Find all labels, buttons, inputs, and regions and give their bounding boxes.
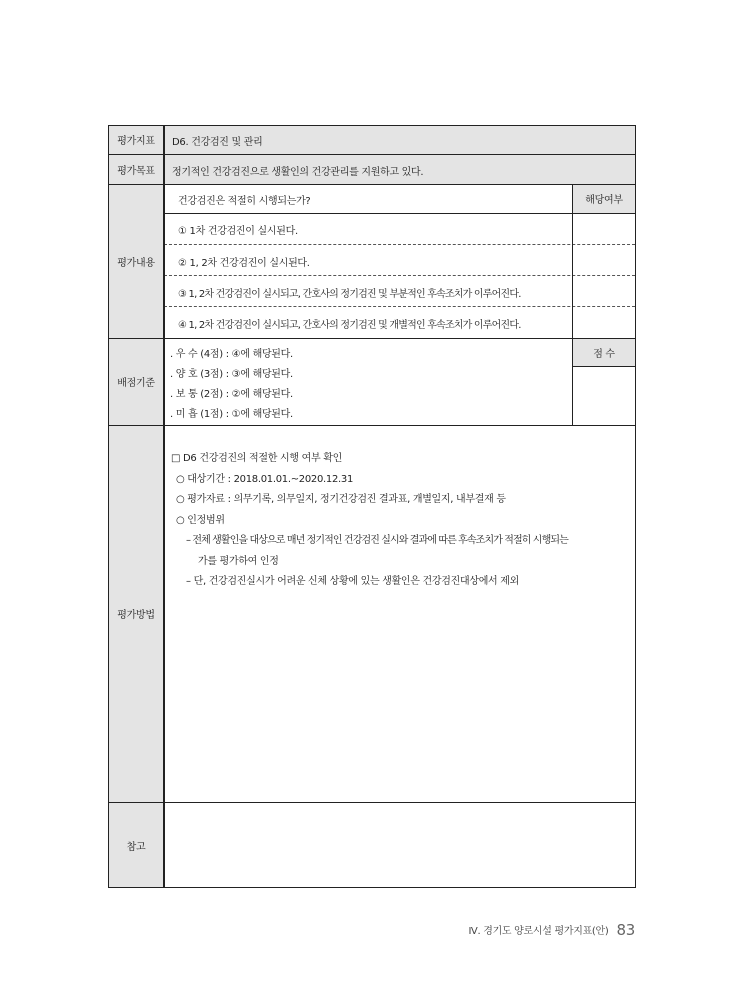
reference-label: 참고 — [126, 841, 146, 853]
item-divider — [164, 275, 635, 276]
method-heading: □ D6 건강검진의 적절한 시행 여부 확인 — [171, 453, 342, 464]
evaluation-item: ③ 1, 2차 건강검진이 실시되고, 간호사의 정기검진 및 부분적인 후속조치가 이루어진다. — [178, 289, 521, 300]
item-divider — [164, 244, 635, 245]
row-divider — [108, 425, 635, 426]
scoring-label: 배점기준 — [117, 378, 155, 389]
indicator-label: 평가지표 — [117, 136, 155, 147]
table-top-border — [108, 125, 635, 126]
applicability-header: 해당여부 — [585, 195, 623, 206]
score-criterion: . 보 통 (2점) : ②에 해당된다. — [170, 389, 293, 400]
method-materials: ○ 평가자료 : 의무기록, 의무일지, 정기건강검진 결과표, 개별일지, 내부결재 등 — [176, 494, 506, 505]
score-criterion: . 우 수 (4점) : ④에 해당된다. — [170, 349, 293, 360]
method-period: ○ 대상기간 : 2018.01.01.~2020.12.31 — [176, 474, 354, 485]
row-divider — [108, 338, 635, 339]
row-divider — [573, 366, 635, 367]
evaluation-question: 건강검진은 적절히 시행되는가? — [178, 196, 311, 207]
page-footer — [469, 921, 635, 939]
score-header: 점 수 — [593, 349, 615, 360]
row-divider — [108, 184, 635, 185]
item-divider — [164, 306, 635, 307]
method-scope: ○ 인정범위 — [176, 515, 225, 526]
row-divider — [108, 154, 635, 155]
indicator-value: D6. 건강검진 및 관리 — [172, 137, 263, 148]
goal-label: 평가목표 — [117, 165, 155, 177]
score-criterion: . 미 흡 (1점) : ①에 해당된다. — [170, 409, 293, 420]
method-label: 평가방법 — [117, 610, 155, 621]
score-criterion: . 양 호 (3점) : ③에 해당된다. — [170, 369, 293, 380]
row-divider — [108, 802, 635, 803]
evaluation-item: ④ 1, 2차 건강검진이 실시되고, 간호사의 정기검진 및 개별적인 후속조치가 이루어진다. — [178, 320, 521, 331]
method-bullet: – 단, 건강검진실시가 어려운 신체 상황에 있는 생활인은 건강검진대상에서 제외 — [186, 576, 520, 587]
footer-title: Ⅳ. 경기도 양로시설 평가지표(안) — [468, 926, 609, 937]
goal-value: 정기적인 건강검진으로 생활인의 건강관리를 지원하고 있다. — [172, 167, 424, 178]
table-bottom-border — [108, 887, 635, 888]
table-right-border — [635, 125, 636, 888]
evaluation-item: ① 1차 건강검진이 실시된다. — [178, 226, 298, 237]
content-label: 평가내용 — [117, 257, 155, 269]
method-bullet: – 전체 생활인을 대상으로 매년 정기적인 건강검진 실시와 결과에 따른 후속조치가 적절히 시행되는 — [186, 535, 568, 546]
method-bullet-continued: 가를 평가하여 인정 — [198, 556, 279, 567]
page-number: 83 — [616, 921, 635, 939]
evaluation-item: ② 1, 2차 건강검진이 실시된다. — [178, 258, 310, 269]
row-divider — [164, 213, 635, 214]
